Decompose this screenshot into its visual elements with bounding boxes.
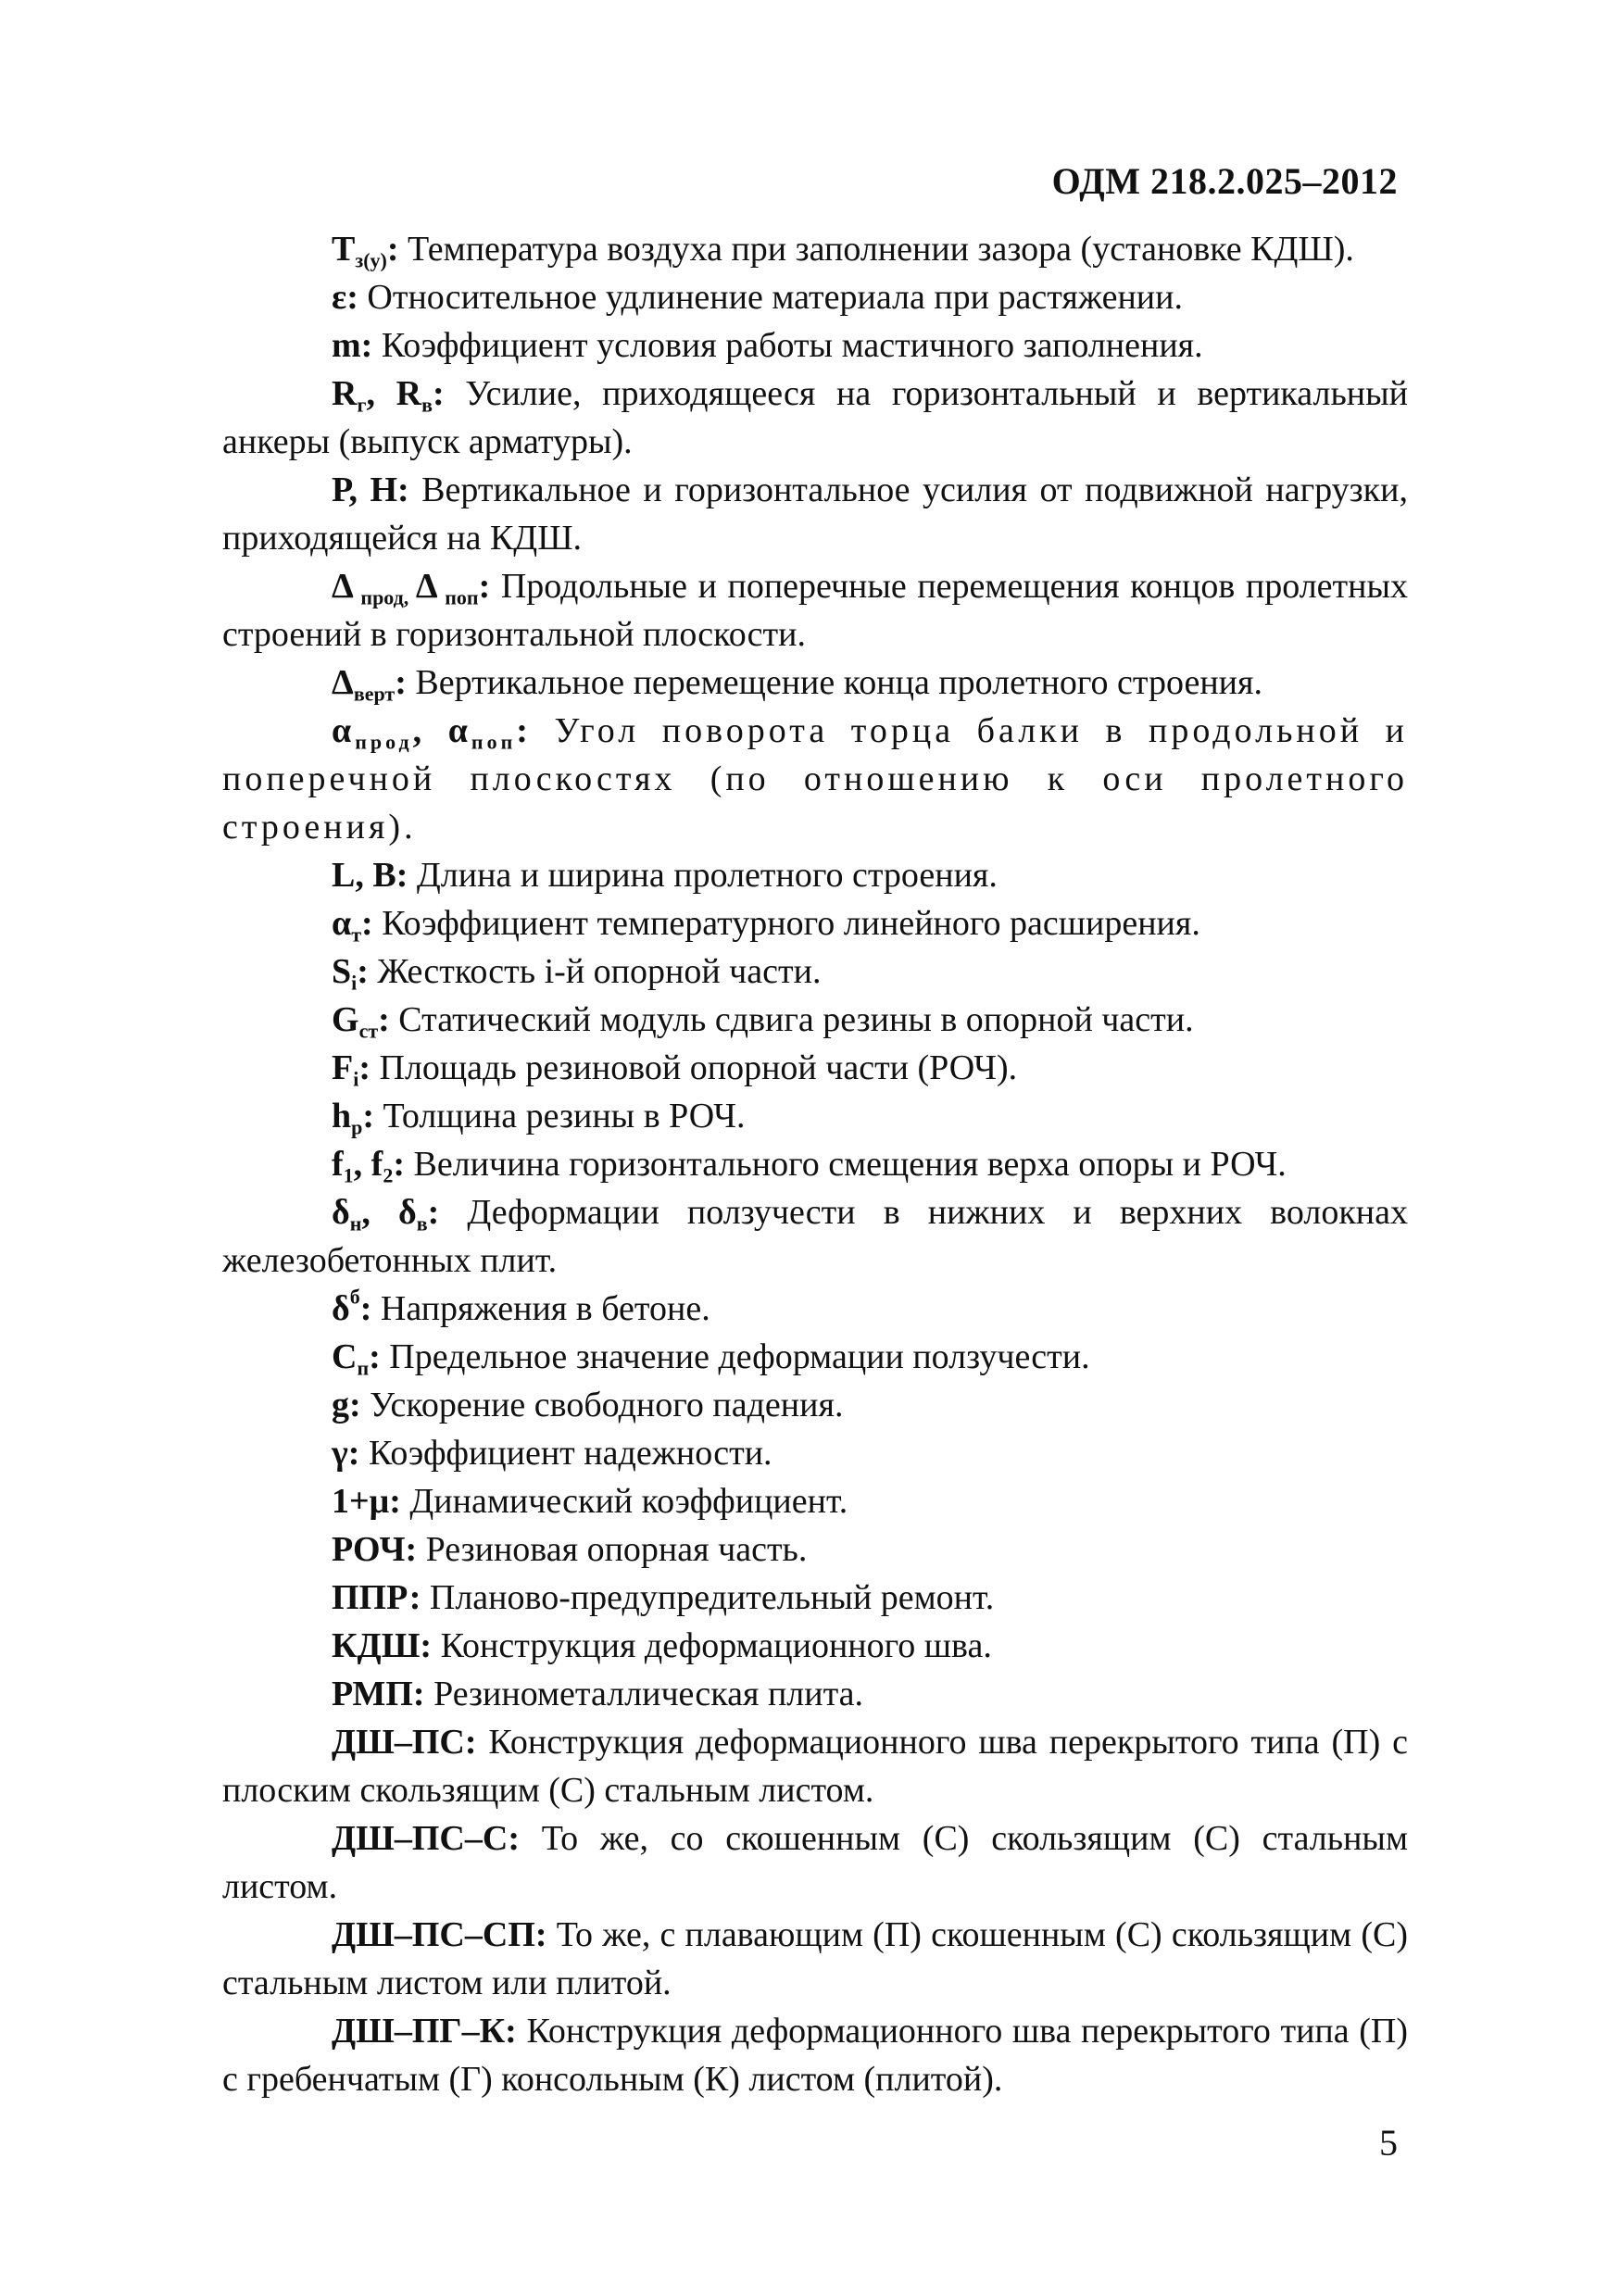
term-definition: $\alpha_т$: Коэффициент температурного линейного расширения. xyxy=(332,904,1200,947)
term-definition: $G_{ст}$: Статический модуль сдвига резины в опорной части. xyxy=(332,1000,1194,1043)
term-definition: $Т_{з(у)}$: Температура воздуха при заполнении зазора (установке КДШ). xyxy=(332,230,1354,272)
term-definition: $\delta_н$, $\delta_в$: Деформации ползучести в нижних и верхних волокнах железобетонных плит. xyxy=(222,1193,1408,1280)
term-definition: Р, Н: Вертикальное и горизонтальное усилия от подвижной нагрузки, приходящейся на КДШ. xyxy=(222,470,1408,558)
term-definition: РОЧ: Резиновая опорная часть. xyxy=(332,1530,808,1569)
page-number: 5 xyxy=(1379,2122,1398,2164)
term-definition: $S_i$: Жесткость i-й опорной части. xyxy=(332,952,822,995)
term-definition: g: Ускорение свободного падения. xyxy=(332,1386,844,1424)
term-definition: γ: Коэффициент надежности. xyxy=(332,1434,772,1473)
term-definition: ε: Относительное удлинение материала при растяжении. xyxy=(332,278,1183,317)
page-header-doc-code: ОДМ 218.2.025–2012 xyxy=(1051,160,1398,202)
term-definition: РМП: Резинометаллическая плита. xyxy=(332,1675,864,1713)
term-definition: КДШ: Конструкция деформационного шва. xyxy=(332,1626,992,1665)
term-definition: ДШ–ПС–СП: То же, с плавающим (П) скошенным (С) скользящим (С) стальным листом или плитой. xyxy=(222,1915,1408,2002)
term-definition: $h_р$: Толщина резины в РОЧ. xyxy=(332,1097,746,1139)
term-definition: ДШ–ПГ–К: Конструкция деформационного шва перекрытого типа (П) с гребенчатым (Г) консольным (К) листом (плитой). xyxy=(222,2012,1408,2099)
term-definition: $\delta^б$: Напряжения в бетоне. xyxy=(332,1285,710,1328)
term-definition: Δ $_{прод,}$ Δ $_{поп}$: Продольные и поперечные перемещения концов пролетных строений в горизонтальной плоскости. xyxy=(222,567,1409,654)
term-definition: $f_1$, $f_2$: Величина горизонтального смещения верха опоры и РОЧ. xyxy=(332,1145,1287,1187)
term-definition: $F_i$: Площадь резиновой опорной части (РОЧ). xyxy=(332,1048,1018,1091)
term-definition: ППР: Планово-предупредительный ремонт. xyxy=(332,1578,995,1617)
term-definition: m: Коэффициент условия работы мастичного заполнения. xyxy=(332,326,1203,365)
terms-list xyxy=(222,225,1408,2103)
term-definition: $R_г$, $R_в$: Усилие, приходящееся на горизонтальный и вертикальный анкеры (выпуск арматуры). xyxy=(222,374,1408,461)
term-definition: 1+μ: Динамический коэффициент. xyxy=(332,1482,848,1521)
term-definition: $С_п$: Предельное значение деформации ползучести. xyxy=(332,1337,1090,1380)
term-definition: L, В: Длина и ширина пролетного строения. xyxy=(332,856,998,895)
term-definition: $\alpha_{прод}$, $\alpha_{поп}$: Угол поворота торца балки в продольной и поперечной плоскостях (по отношению к оси пролетного строения). xyxy=(222,711,1408,847)
term-definition: ДШ–ПС–С: То же, со скошенным (С) скользящим (С) стальным листом. xyxy=(222,1819,1408,1906)
term-definition: ДШ–ПС: Конструкция деформационного шва перекрытого типа (П) с плоским скользящим (С) стальным листом. xyxy=(222,1723,1408,1810)
term-definition: $\Delta_{верт}$: Вертикальное перемещение конца пролетного строения. xyxy=(332,663,1262,706)
